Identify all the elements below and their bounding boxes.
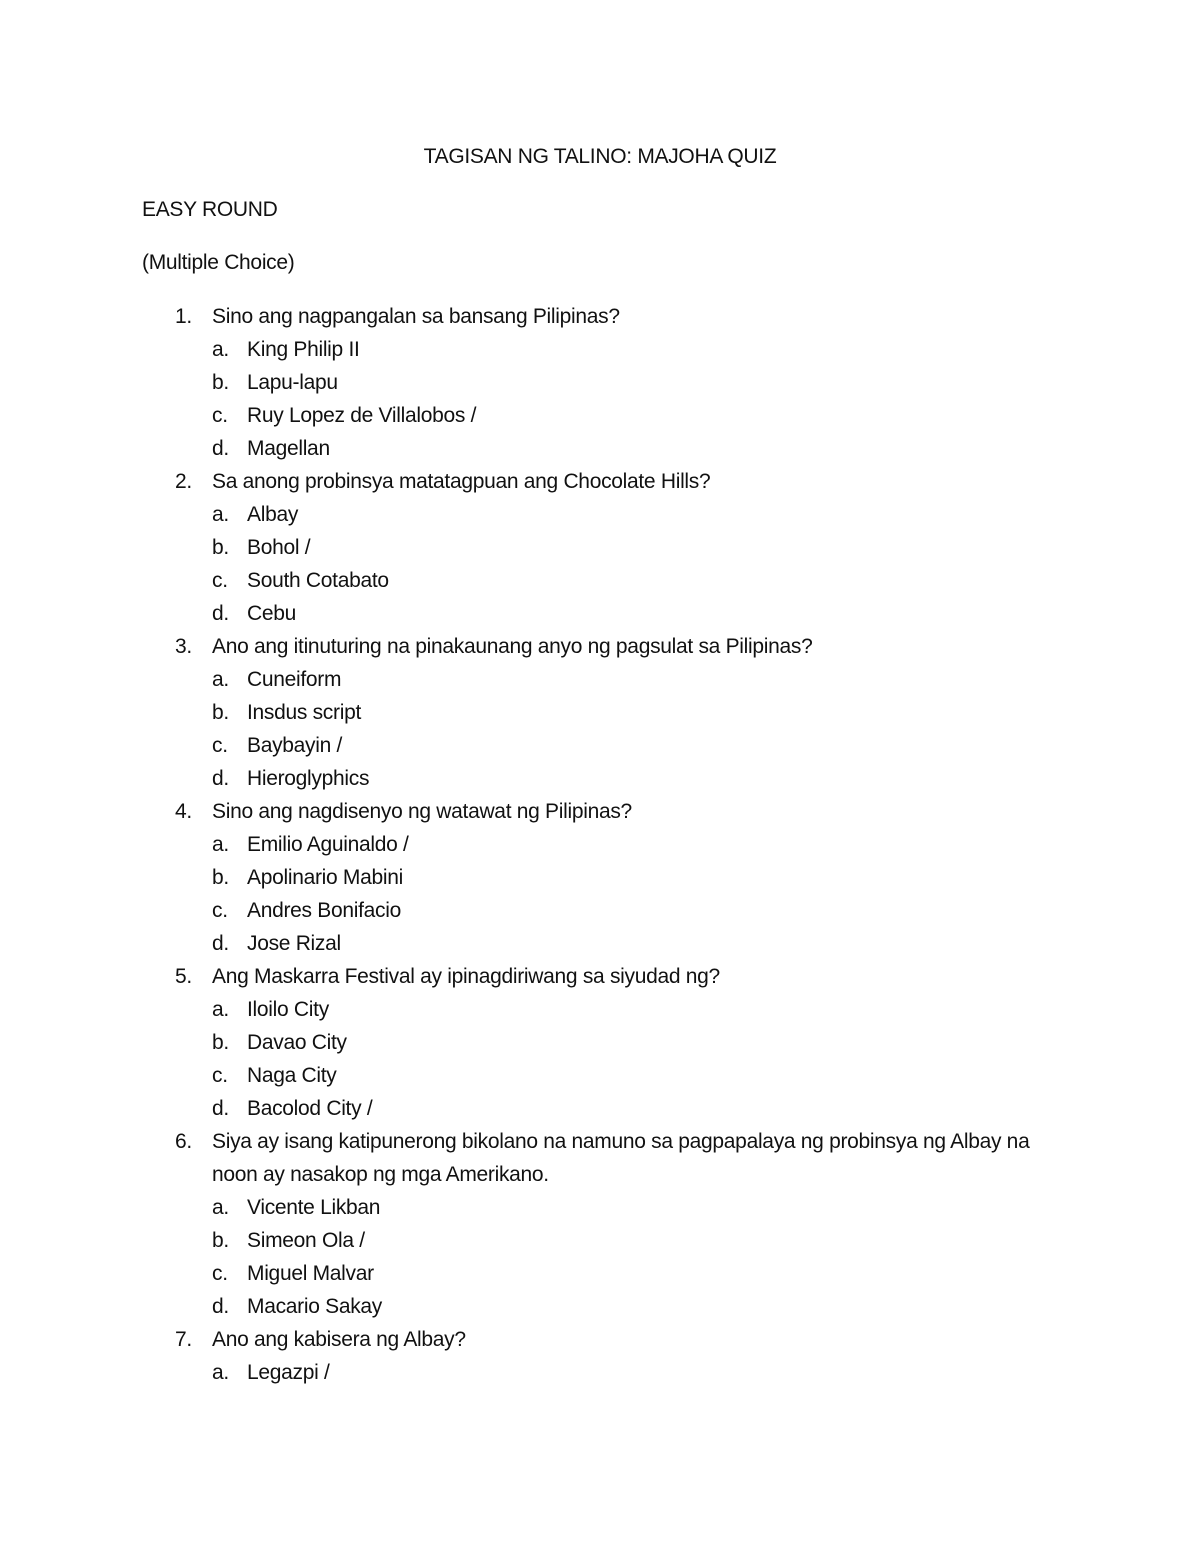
choice-text: Andres Bonifacio	[247, 899, 401, 922]
choice-text: Apolinario Mabini	[247, 866, 403, 889]
choice-letter: a.	[212, 668, 229, 691]
choice-letter: d.	[212, 602, 229, 625]
choice-item	[212, 399, 1080, 432]
choice-item	[212, 993, 1080, 1026]
choice-text: Simeon Ola /	[247, 1229, 365, 1252]
choice-letter: a.	[212, 833, 229, 856]
choice-item	[212, 762, 1080, 795]
question-text: Siya ay isang katipunerong bikolano na namuno sa pagpapalaya ng probinsya ng Albay na noon ay nasakop ng mga Amerikano.	[212, 1130, 1030, 1186]
choice-text: Baybayin /	[247, 734, 343, 757]
choice-text: Vicente Likban	[247, 1196, 381, 1219]
choice-item	[212, 861, 1080, 894]
choice-letter: c.	[212, 734, 228, 757]
choice-text: Miguel Malvar	[247, 1262, 374, 1285]
choice-item	[212, 498, 1080, 531]
choice-letter: a.	[212, 1361, 229, 1384]
document-title: TAGISAN NG TALINO: MAJOHA QUIZ	[423, 145, 777, 168]
question-number: 5.	[175, 965, 192, 988]
choice-text: Insdus script	[247, 701, 361, 724]
choice-item	[212, 1191, 1080, 1224]
question-item	[0, 795, 1200, 960]
choice-letter: c.	[212, 1262, 228, 1285]
choice-item	[212, 663, 1080, 696]
question-list	[0, 300, 1200, 1389]
choice-text: King Philip II	[247, 338, 360, 361]
choice-item	[212, 927, 1080, 960]
question-number: 3.	[175, 635, 192, 658]
choice-text: Naga City	[247, 1064, 337, 1087]
question-item	[0, 300, 1200, 465]
choice-list	[212, 993, 1080, 1125]
question-text: Sa anong probinsya matatagpuan ang Chocolate Hills?	[212, 470, 711, 493]
question-item	[0, 960, 1200, 1125]
choice-text: Bacolod City /	[247, 1097, 373, 1120]
choice-list	[212, 1356, 1080, 1389]
question-item	[0, 1323, 1200, 1389]
choice-letter: b.	[212, 536, 229, 559]
choice-item	[212, 696, 1080, 729]
round-heading: EASY ROUND	[142, 198, 278, 221]
choice-item	[212, 1257, 1080, 1290]
choice-letter: d.	[212, 1295, 229, 1318]
question-item	[0, 465, 1200, 630]
choice-item	[212, 333, 1080, 366]
question-text: Sino ang nagdisenyo ng watawat ng Pilipinas?	[212, 800, 632, 823]
choice-item	[212, 1092, 1080, 1125]
choice-letter: b.	[212, 1031, 229, 1054]
choice-item	[212, 1059, 1080, 1092]
choice-list	[212, 333, 1080, 465]
choice-list	[212, 828, 1080, 960]
choice-letter: d.	[212, 767, 229, 790]
choice-item	[212, 828, 1080, 861]
choice-letter: d.	[212, 437, 229, 460]
choice-text: Magellan	[247, 437, 330, 460]
choice-text: Hieroglyphics	[247, 767, 370, 790]
choice-letter: c.	[212, 899, 228, 922]
choice-text: Bohol /	[247, 536, 311, 559]
question-number: 4.	[175, 800, 192, 823]
question-text: Ang Maskarra Festival ay ipinagdiriwang sa siyudad ng?	[212, 965, 720, 988]
choice-list	[212, 498, 1080, 630]
choice-letter: d.	[212, 1097, 229, 1120]
choice-letter: a.	[212, 503, 229, 526]
question-text: Ano ang kabisera ng Albay?	[212, 1328, 466, 1351]
choice-item	[212, 366, 1080, 399]
choice-text: Ruy Lopez de Villalobos /	[247, 404, 477, 427]
choice-letter: d.	[212, 932, 229, 955]
choice-text: Jose Rizal	[247, 932, 341, 955]
choice-letter: c.	[212, 1064, 228, 1087]
choice-item	[212, 1356, 1080, 1389]
question-item	[0, 1125, 1200, 1323]
choice-text: Lapu-lapu	[247, 371, 338, 394]
question-number: 6.	[175, 1130, 192, 1153]
choice-letter: c.	[212, 404, 228, 427]
choice-text: Albay	[247, 503, 299, 526]
choice-letter: a.	[212, 998, 229, 1021]
choice-letter: c.	[212, 569, 228, 592]
choice-text: South Cotabato	[247, 569, 389, 592]
choice-text: Macario Sakay	[247, 1295, 382, 1318]
quiz-mode-label: (Multiple Choice)	[142, 251, 295, 274]
choice-item	[212, 564, 1080, 597]
choice-item	[212, 597, 1080, 630]
choice-letter: b.	[212, 371, 229, 394]
question-item	[0, 630, 1200, 795]
choice-letter: b.	[212, 866, 229, 889]
choice-text: Emilio Aguinaldo /	[247, 833, 409, 856]
choice-letter: a.	[212, 1196, 229, 1219]
choice-item	[212, 432, 1080, 465]
choice-item	[212, 894, 1080, 927]
question-text: Ano ang itinuturing na pinakaunang anyo ng pagsulat sa Pilipinas?	[212, 635, 813, 658]
choice-text: Cuneiform	[247, 668, 342, 691]
choice-item	[212, 1290, 1080, 1323]
choice-list	[212, 1191, 1080, 1323]
choice-item	[212, 1224, 1080, 1257]
choice-letter: b.	[212, 1229, 229, 1252]
choice-item	[212, 1026, 1080, 1059]
choice-letter: b.	[212, 701, 229, 724]
choice-text: Cebu	[247, 602, 297, 625]
choice-letter: a.	[212, 338, 229, 361]
choice-list	[212, 663, 1080, 795]
choice-text: Davao City	[247, 1031, 347, 1054]
question-number: 2.	[175, 470, 192, 493]
choice-text: Iloilo City	[247, 998, 329, 1021]
question-text: Sino ang nagpangalan sa bansang Pilipinas?	[212, 305, 620, 328]
choice-text: Legazpi /	[247, 1361, 330, 1384]
question-number: 7.	[175, 1328, 192, 1351]
question-number: 1.	[175, 305, 192, 328]
choice-item	[212, 729, 1080, 762]
choice-item	[212, 531, 1080, 564]
